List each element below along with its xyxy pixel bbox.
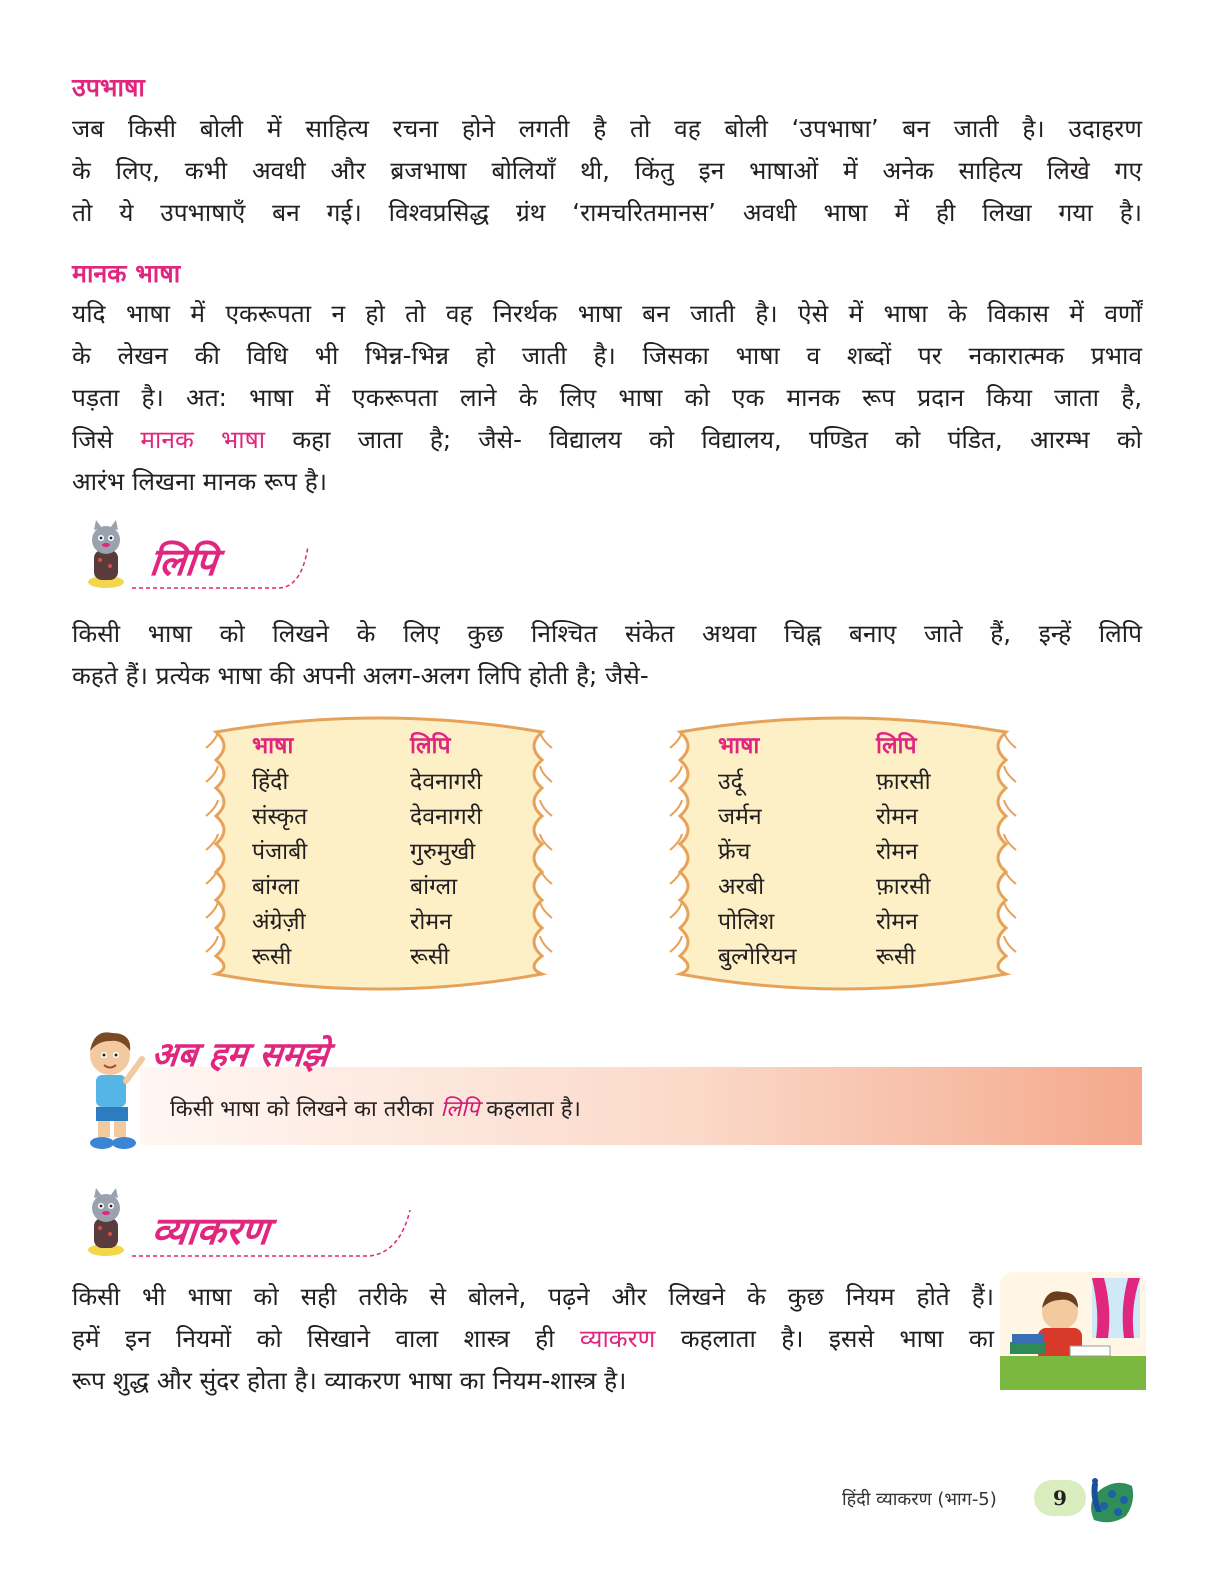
summary-text (170, 1093, 581, 1123)
vyakaran-line-1: किसी भी भाषा को सही तरीके से बोलने, पढ़ने और लिखने के कुछ नियम होते हैं। (72, 1282, 994, 1311)
manak-heading: मानक भाषा (72, 259, 181, 288)
table-cell: रोमन (876, 804, 918, 830)
manak-line-4-pre: जिसे (72, 425, 114, 454)
left-col-bhasha-header: भाषा (252, 733, 294, 759)
manak-line-1: यदि भाषा में एकरूपता न हो तो वह निरर्थक भाषा बन जाती है। ऐसे में भाषा के विकास में वर्णों (72, 299, 1142, 328)
table-cell: बुल्गेरियन (718, 944, 797, 970)
vyakaran-line-3: रूप शुद्ध और सुंदर होता है। व्याकरण भाषा का नियम-शास्त्र है। (72, 1366, 627, 1395)
vyakaran-title-underline (130, 1206, 415, 1262)
lipi-line-1: किसी भाषा को लिखने के लिए कुछ निश्चित संकेत अथवा चिह्न बनाए जाते हैं, इन्हें लिपि (72, 619, 1142, 648)
table-cell: रूसी (410, 944, 450, 970)
boy-mascot-icon (82, 1025, 146, 1153)
table-cell: पंजाबी (252, 839, 308, 865)
lipi-table-right (660, 712, 1026, 994)
table-cell: रोमन (876, 839, 918, 865)
table-cell: बांग्ला (252, 874, 300, 900)
upbhasha-heading: उपभाषा (72, 73, 145, 102)
page-number: 9 (1034, 1480, 1086, 1516)
table-cell: रोमन (876, 909, 918, 935)
vyakaran-title: व्याकरण (149, 1209, 272, 1253)
vyakaran-line-2-pre: हमें इन नियमों को सिखाने वाला शास्त्र ही (72, 1324, 555, 1353)
upbhasha-paragraph (72, 108, 1142, 234)
vyakaran-line-2-post: कहलाता है। इससे भाषा का (680, 1324, 995, 1353)
manak-line-3: पड़ता है। अत: भाषा में एकरूपता लाने के लिए भाषा को एक मानक रूप प्रदान किया जाता है, (72, 383, 1142, 412)
boy-studying-illustration (1000, 1272, 1146, 1390)
vyakaran-line-2 (72, 1318, 994, 1360)
table-cell: फ़ारसी (876, 769, 931, 795)
table-cell: रूसी (252, 944, 292, 970)
scroll-card-background (660, 712, 1026, 994)
table-cell: संस्कृत (252, 804, 308, 830)
lipi-title-underline (130, 538, 315, 594)
table-cell: फ़ारसी (876, 874, 931, 900)
table-cell: गुरुमुखी (410, 839, 476, 865)
table-cell: उर्दू (718, 769, 743, 795)
right-col-lipi-header: लिपि (876, 733, 917, 759)
cat-mascot-icon (76, 1188, 136, 1260)
ab-hum-title: अब हम समझे (149, 1035, 331, 1075)
lipi-line-2: कहते हैं। प्रत्येक भाषा की अपनी अलग-अलग लिपि होती है; जैसे- (72, 661, 649, 690)
summary-pre: किसी भाषा को लिखने का तरीका (170, 1097, 434, 1122)
table-cell: अरबी (718, 874, 765, 900)
upbhasha-line-2: के लिए, कभी अवधी और ब्रजभाषा बोलियाँ थी, किंतु इन भाषाओं में अनेक साहित्य लिखे गए (72, 156, 1142, 185)
cat-mascot-icon (76, 520, 136, 592)
manak-line-2: के लेखन की विधि भी भिन्न-भिन्न हो जाती है। जिसका भाषा व शब्दों पर नकारात्मक प्रभाव (72, 341, 1142, 370)
table-cell: पोलिश (718, 909, 775, 935)
table-cell: देवनागरी (410, 804, 483, 830)
scroll-card-background (196, 712, 562, 994)
summary-post: कहलाता है। (486, 1097, 581, 1122)
table-cell: फ्रेंच (718, 839, 751, 865)
manak-line-4 (72, 419, 1142, 461)
table-cell: अंग्रेज़ी (252, 909, 306, 935)
left-col-lipi-header: लिपि (410, 733, 451, 759)
table-cell: जर्मन (718, 804, 762, 830)
table-cell: हिंदी (252, 769, 289, 795)
manak-term: मानक भाषा (140, 425, 266, 454)
manak-line-4-post: कहा जाता है; जैसे- विद्यालय को विद्यालय, पण्डित को पंडित, आरम्भ को (292, 425, 1142, 454)
summary-term: लिपि (440, 1097, 480, 1122)
table-cell: बांग्ला (410, 874, 458, 900)
lipi-paragraph (72, 613, 1142, 697)
upbhasha-line-3: तो ये उपभाषाएँ बन गई। विश्वप्रसिद्ध ग्रंथ ‘रामचरितमानस’ अवधी भाषा में ही लिखा गया है। (72, 198, 1142, 227)
table-cell: रूसी (876, 944, 916, 970)
upbhasha-line-1: जब किसी बोली में साहित्य रचना होने लगती है तो वह बोली ‘उपभाषा’ बन जाती है। उदाहरण (72, 114, 1142, 143)
footer-book-title: हिंदी व्याकरण (भाग-5) (842, 1489, 997, 1510)
right-col-bhasha-header: भाषा (718, 733, 760, 759)
manak-line-5: आरंभ लिखना मानक रूप है। (72, 467, 328, 496)
lipi-title: लिपि (147, 540, 220, 584)
lipi-table-left (196, 712, 562, 994)
vyakaran-paragraph (72, 1276, 994, 1402)
peacock-icon (1082, 1472, 1138, 1528)
table-cell: रोमन (410, 909, 452, 935)
vyakaran-term: व्याकरण (579, 1324, 656, 1353)
manak-paragraph (72, 293, 1142, 503)
table-cell: देवनागरी (410, 769, 483, 795)
